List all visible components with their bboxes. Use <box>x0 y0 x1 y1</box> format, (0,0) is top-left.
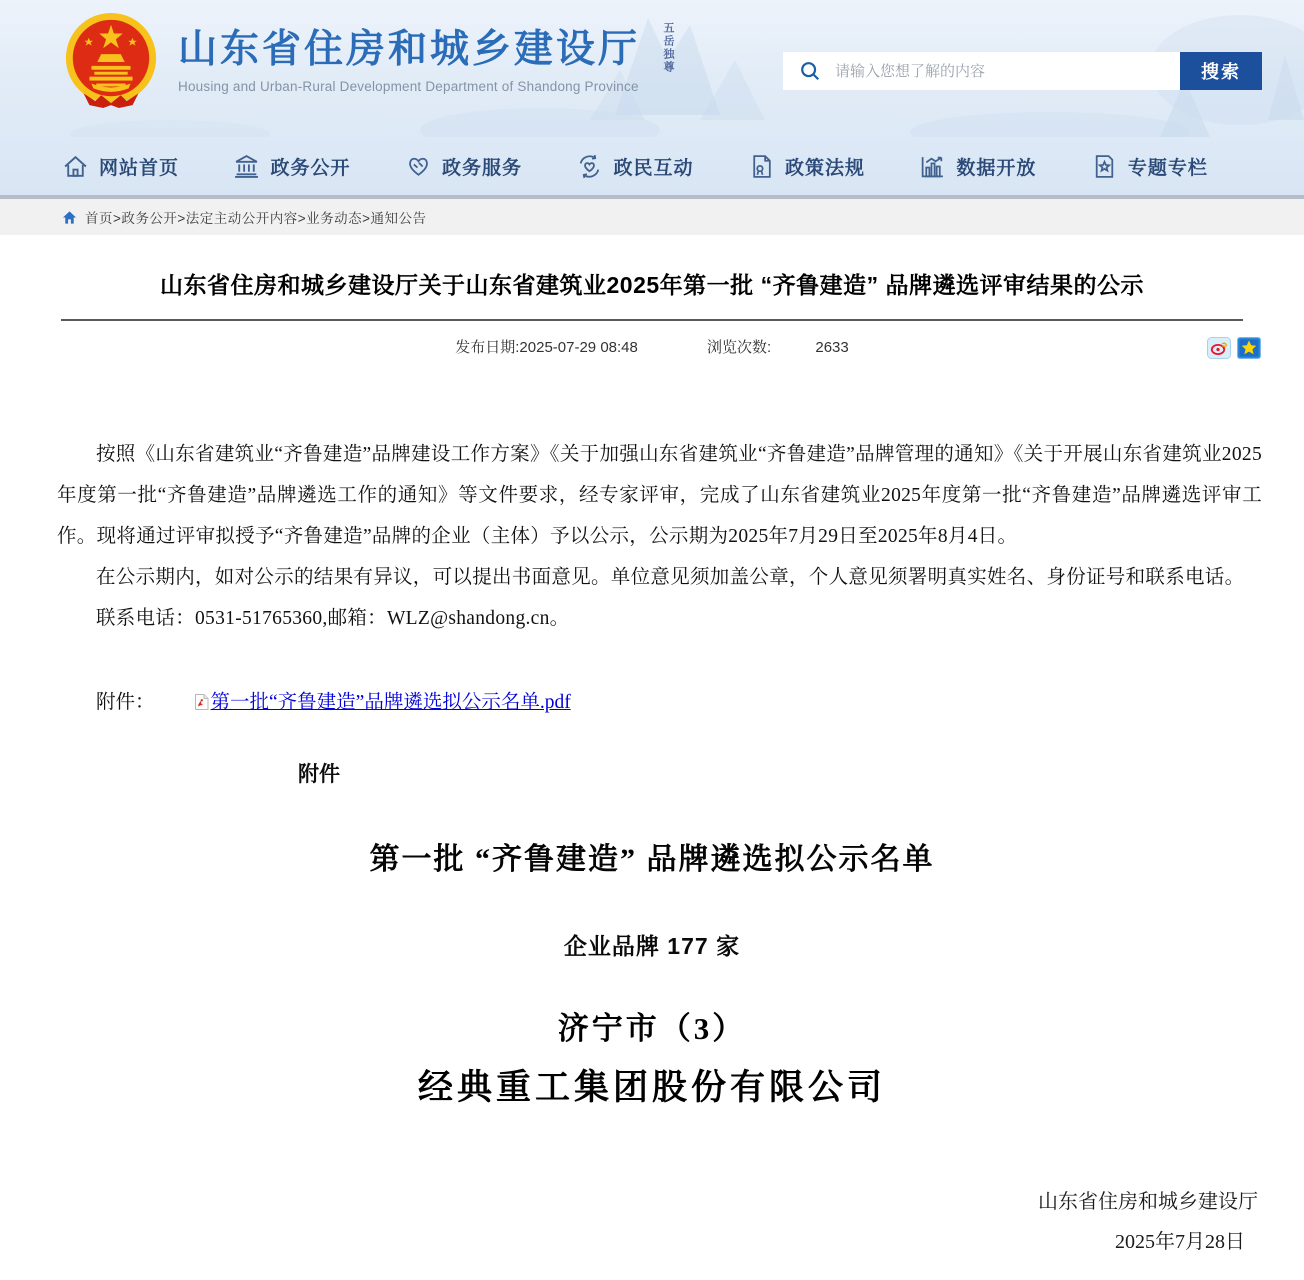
share-icons <box>1207 337 1261 359</box>
nav-item-gov-services[interactable] <box>405 153 522 180</box>
nav-label: 政务服务 <box>441 157 522 179</box>
data-chart-icon <box>919 153 946 180</box>
signature-org: 山东省住房和城乡建设厅 <box>1038 1191 1258 1213</box>
attachment-pdf-link[interactable]: 第一批“齐鲁建造”品牌遴选拟公示名单.pdf <box>210 692 571 713</box>
nav-item-home[interactable] <box>62 153 179 180</box>
article-meta <box>0 336 1304 357</box>
publish-date <box>455 339 638 356</box>
nav-item-gov-disclosure[interactable] <box>233 153 350 180</box>
title-divider <box>61 319 1243 321</box>
nav-label: 政策法规 <box>784 157 865 179</box>
paragraph: 按照《山东省建筑业“齐鲁建造”品牌建设工作方案》《关于加强山东省建筑业“齐鲁建造”品牌管理的通知》《关于开展山东省建筑业2025年度第一批“齐鲁建造”品牌遴选工作的通知》等文件要求，经专家评审，完成了山东省建筑业2025年度第一批“齐鲁建造”品牌遴选评审工作。现将通过评审拟授予“齐鲁建造”品牌的企业（主体）予以公示，公示期为2025年7月29日至2025年8月4日。 <box>57 444 1262 547</box>
search-icon <box>799 60 821 82</box>
publish-date-label: 发布日期: <box>455 339 520 356</box>
breadcrumb[interactable]: 首页>政务公开>法定主动公开内容>业务动态>通知公告 <box>85 211 427 226</box>
views-label: 浏览次数: <box>707 339 772 356</box>
article-content <box>0 269 1304 1262</box>
heart-interaction-icon <box>576 153 603 180</box>
search-button[interactable]: 搜索 <box>1180 52 1262 90</box>
brand-text <box>178 27 640 94</box>
attachment-row <box>0 686 1304 716</box>
nav-item-open-data[interactable] <box>919 153 1036 180</box>
national-emblem-logo <box>62 11 160 109</box>
article-body <box>0 434 1304 639</box>
attachment-label: 附件： <box>96 692 155 713</box>
home-icon <box>62 153 89 180</box>
site-header <box>0 0 1304 137</box>
nav-label: 网站首页 <box>99 157 180 179</box>
signature-block <box>0 1182 1304 1262</box>
document-company-name: 经典重工集团股份有限公司 <box>417 1068 886 1107</box>
document-subtitle: 企业品牌 177 家 <box>563 933 741 959</box>
qzone-share-icon[interactable] <box>1237 337 1261 359</box>
mountain-decor-text: 五岳独尊 <box>662 22 674 74</box>
handshake-icon <box>405 153 432 180</box>
star-document-icon <box>1091 153 1118 180</box>
publish-date-value: 2025-07-29 08:48 <box>519 339 638 356</box>
nav-item-policies[interactable] <box>748 153 865 180</box>
brand <box>62 11 640 109</box>
weibo-share-icon[interactable] <box>1207 337 1231 359</box>
site-title: 山东省住房和城乡建设厅 <box>178 27 641 71</box>
document-title: 第一批 “齐鲁建造” 品牌遴选拟公示名单 <box>369 843 935 876</box>
article-meta-row <box>0 336 1304 362</box>
nav-item-special-columns[interactable] <box>1091 153 1208 180</box>
document-city-heading: 济宁市（3） <box>557 1011 747 1046</box>
main-nav <box>0 137 1304 195</box>
nav-label: 政民互动 <box>613 157 694 179</box>
views-count: 2633 <box>815 339 849 356</box>
nav-label: 专题专栏 <box>1127 157 1208 179</box>
pdf-file-icon <box>155 694 209 716</box>
policy-document-icon <box>748 153 775 180</box>
paragraph: 联系电话：0531-51765360,邮箱：WLZ@shandong.cn。 <box>96 608 570 629</box>
article-title: 山东省住房和城乡建设厅关于山东省建筑业2025年第一批 “齐鲁建造” 品牌遴选评审结果的公示 <box>160 272 1144 298</box>
signature-date: 2025年7月28日 <box>1115 1231 1245 1253</box>
breadcrumb-bar <box>0 195 1304 235</box>
nav-item-public-interaction[interactable] <box>576 153 693 180</box>
breadcrumb-home-icon <box>62 210 77 225</box>
site-subtitle: Housing and Urban-Rural Development Department of Shandong Province <box>178 78 639 94</box>
nav-label: 数据开放 <box>956 157 1037 179</box>
nav-label: 政务公开 <box>270 157 351 179</box>
document-attachment-heading: 附件 <box>298 763 340 786</box>
paragraph: 在公示期内，如对公示的结果有异议，可以提出书面意见。单位意见须加盖公章，个人意见须署明真实姓名、身份证号和联系电话。 <box>96 567 1245 588</box>
government-building-icon <box>233 153 260 180</box>
search-input[interactable] <box>821 52 1180 90</box>
search-box <box>783 52 1262 90</box>
